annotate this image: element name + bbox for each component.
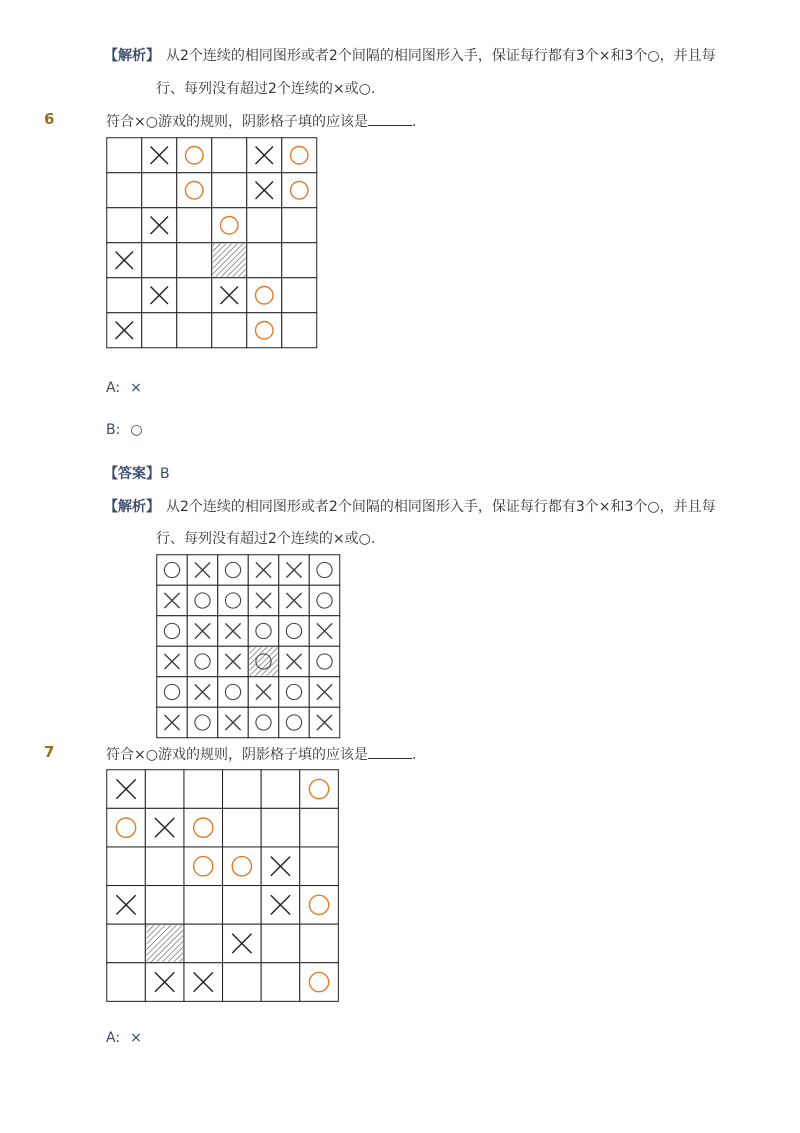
grid-cell <box>107 886 146 925</box>
grid-cell <box>282 313 317 348</box>
grid-cell <box>309 707 340 738</box>
grid-cell <box>142 313 177 348</box>
grid-cell <box>223 847 262 886</box>
shaded-cell <box>249 647 278 676</box>
grid-cell <box>300 847 339 886</box>
answer-blank <box>368 746 412 759</box>
grid-cell <box>300 963 339 1002</box>
grid-cell <box>212 278 247 313</box>
grid-cell <box>184 808 223 847</box>
explanation-text: 从2个连续的相同图形或者2个间隔的相同图形入手，保证每行都有3个×和3个○，并且每 <box>166 499 716 515</box>
grid-cell <box>187 646 218 677</box>
grid-cell <box>282 208 317 243</box>
grid-cell <box>107 138 142 173</box>
grid-cell <box>309 585 340 616</box>
grid-cell <box>300 808 339 847</box>
option-value: × <box>130 1030 142 1046</box>
grid-cell <box>247 138 282 173</box>
grid-cell <box>247 278 282 313</box>
grid-cell <box>187 585 218 616</box>
grid-cell <box>248 646 279 677</box>
grid-cell <box>279 555 310 586</box>
grid-cell <box>107 847 146 886</box>
grid-cell <box>309 555 340 586</box>
grid-cell <box>248 616 279 647</box>
grid-cell <box>184 924 223 963</box>
grid-cell <box>247 208 282 243</box>
answer-value: B <box>160 466 170 482</box>
grid-cell <box>248 585 279 616</box>
grid-cell <box>107 924 146 963</box>
grid-cell <box>107 173 142 208</box>
answer-line <box>104 463 170 483</box>
grid-cell <box>157 646 188 677</box>
grid-cell <box>157 707 188 738</box>
grid-cell <box>157 677 188 708</box>
grid-cell <box>247 313 282 348</box>
grid-cell <box>157 555 188 586</box>
intro-explanation-line2: 行、每列没有超过2个连续的×或○. <box>156 81 376 97</box>
q6-puzzle-grid <box>106 137 318 351</box>
grid-cell <box>212 313 247 348</box>
grid-cell <box>261 924 300 963</box>
explanation-line2: 行、每列没有超过2个连续的×或○. <box>156 531 376 547</box>
grid-cell <box>279 585 310 616</box>
grid-cell <box>177 278 212 313</box>
grid-cell <box>184 847 223 886</box>
grid-cell <box>212 208 247 243</box>
option-value: × <box>130 380 142 396</box>
grid-cell <box>177 138 212 173</box>
grid-cell <box>247 173 282 208</box>
grid-cell <box>184 886 223 925</box>
grid-cell <box>177 243 212 278</box>
grid-cell <box>142 173 177 208</box>
grid-cell <box>223 886 262 925</box>
grid-cell <box>218 677 249 708</box>
grid-cell <box>145 963 184 1002</box>
grid-cell <box>187 616 218 647</box>
grid-cell <box>218 646 249 677</box>
grid-cell <box>184 770 223 809</box>
shaded-cell <box>146 925 183 962</box>
grid-cell <box>107 243 142 278</box>
grid-cell <box>107 313 142 348</box>
option-label: A: <box>106 1030 121 1046</box>
grid-cell <box>107 278 142 313</box>
option-a[interactable] <box>106 380 142 396</box>
option-label: B: <box>106 422 121 438</box>
grid-cell <box>261 886 300 925</box>
question-number: 7 <box>44 743 55 761</box>
grid-cell <box>142 243 177 278</box>
grid-cell <box>261 963 300 1002</box>
grid-cell <box>184 963 223 1002</box>
grid-cell <box>309 677 340 708</box>
grid-cell <box>157 616 188 647</box>
grid-cell <box>157 585 188 616</box>
grid-cell <box>261 770 300 809</box>
shaded-cell <box>213 244 246 277</box>
grid-cell <box>218 707 249 738</box>
prompt-text: 符合×○游戏的规则，阴影格子填的应该是 <box>106 747 368 763</box>
grid-cell <box>212 173 247 208</box>
grid-cell <box>177 208 212 243</box>
explanation-text: 从2个连续的相同图形或者2个间隔的相同图形入手，保证每行都有3个×和3个○，并且每 <box>166 48 716 64</box>
grid-cell <box>261 847 300 886</box>
grid-cell <box>223 770 262 809</box>
grid-cell <box>223 963 262 1002</box>
grid-cell <box>223 924 262 963</box>
grid-cell <box>282 173 317 208</box>
grid-cell <box>248 677 279 708</box>
grid-cell <box>107 770 146 809</box>
q6-solution-grid <box>156 554 340 738</box>
q7-puzzle-grid <box>106 769 340 1003</box>
grid-cell <box>145 886 184 925</box>
grid-cell <box>309 646 340 677</box>
option-b[interactable] <box>106 422 143 438</box>
grid-cell <box>142 208 177 243</box>
answer-blank <box>368 113 412 126</box>
grid-cell <box>145 847 184 886</box>
grid-cell <box>282 138 317 173</box>
grid-cell <box>279 646 310 677</box>
grid-cell <box>279 707 310 738</box>
explanation-tag: 【解析】 <box>104 48 160 64</box>
grid-cell <box>107 208 142 243</box>
grid-cell <box>107 808 146 847</box>
grid-cell <box>187 677 218 708</box>
question-prompt <box>106 744 416 764</box>
grid-cell <box>142 138 177 173</box>
grid-cell <box>261 808 300 847</box>
grid-cell <box>300 886 339 925</box>
grid-cell <box>177 173 212 208</box>
grid-cell <box>107 963 146 1002</box>
explanation-line1 <box>104 496 716 516</box>
grid-cell <box>248 707 279 738</box>
grid-cell <box>218 555 249 586</box>
grid-cell <box>223 808 262 847</box>
grid-cell <box>248 555 279 586</box>
grid-cell <box>247 243 282 278</box>
question-prompt <box>106 111 416 131</box>
grid-cell <box>187 555 218 586</box>
grid-cell <box>142 278 177 313</box>
grid-cell <box>145 924 184 963</box>
grid-cell <box>177 313 212 348</box>
grid-cell <box>218 616 249 647</box>
prompt-end: . <box>411 747 417 763</box>
grid-cell <box>212 138 247 173</box>
grid-cell <box>282 278 317 313</box>
grid-cell <box>212 243 247 278</box>
grid-cell <box>309 616 340 647</box>
option-label: A: <box>106 380 121 396</box>
grid-cell <box>282 243 317 278</box>
grid-cell <box>218 585 249 616</box>
option-a[interactable] <box>106 1030 142 1046</box>
grid-cell <box>300 924 339 963</box>
grid-cell <box>145 808 184 847</box>
grid-cell <box>279 616 310 647</box>
prompt-end: . <box>411 114 417 130</box>
option-value: ○ <box>130 422 143 438</box>
question-number: 6 <box>44 110 55 128</box>
grid-cell <box>279 677 310 708</box>
answer-tag: 【答案】 <box>104 466 160 482</box>
grid-cell <box>145 770 184 809</box>
prompt-text: 符合×○游戏的规则，阴影格子填的应该是 <box>106 114 368 130</box>
grid-cell <box>300 770 339 809</box>
intro-explanation-line1 <box>104 45 716 65</box>
grid-cell <box>187 707 218 738</box>
explanation-tag: 【解析】 <box>104 499 160 515</box>
